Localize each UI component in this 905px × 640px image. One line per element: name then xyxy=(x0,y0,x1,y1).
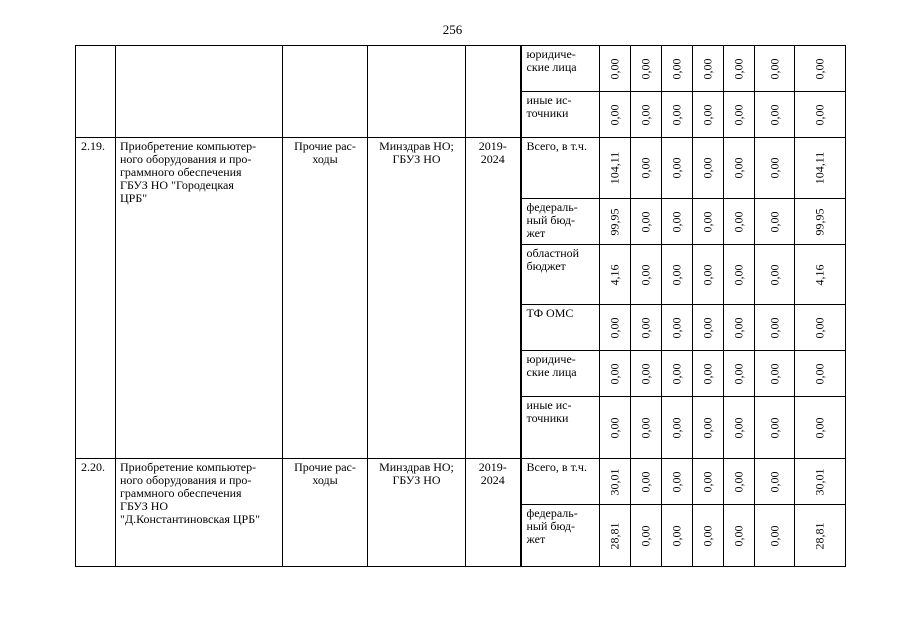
item-type: Прочие рас- ходы xyxy=(283,459,368,567)
source-cell: иные ис- точники xyxy=(521,397,600,459)
value-text: 0,00 xyxy=(767,58,781,79)
value-text: 104,11 xyxy=(812,151,827,185)
item-name: Приобретение компьютер- ного оборудования и про- граммного обеспечения ГБУЗ НО "Городецкая ЦРБ" xyxy=(116,138,283,459)
value-text: 0,00 xyxy=(700,157,715,179)
value-text: 4,16 xyxy=(607,264,622,285)
value-cell xyxy=(662,351,693,397)
value-text: 0,00 xyxy=(669,317,684,338)
executor-cell xyxy=(368,46,466,138)
period-cell xyxy=(466,46,521,138)
name-cell xyxy=(116,46,283,138)
value-text: 0,00 xyxy=(638,211,653,232)
value-cell xyxy=(795,46,846,92)
value-text: 0,00 xyxy=(767,264,781,285)
value-text: 0,00 xyxy=(669,363,684,384)
value-text: 0,00 xyxy=(731,417,746,438)
page-number: 256 xyxy=(442,22,463,37)
value-cell xyxy=(724,351,755,397)
value-cell xyxy=(631,305,662,351)
value-cell xyxy=(724,459,755,505)
value-cell xyxy=(693,305,724,351)
value-cell xyxy=(795,245,846,305)
value-text: 0,00 xyxy=(700,471,715,492)
value-text: 0,00 xyxy=(700,104,715,125)
value-cell xyxy=(795,351,846,397)
item-executor: Минздрав НО; ГБУЗ НО xyxy=(368,459,466,567)
value-text: 0,00 xyxy=(700,417,715,438)
value-cell xyxy=(662,505,693,567)
value-text: 28,81 xyxy=(812,522,827,549)
value-text: 0,00 xyxy=(812,363,827,384)
value-text: 0,00 xyxy=(731,317,746,338)
value-text: 0,00 xyxy=(812,417,827,438)
number-cell xyxy=(76,46,116,138)
value-text: 0,00 xyxy=(638,317,653,338)
value-cell xyxy=(631,245,662,305)
value-cell xyxy=(662,305,693,351)
value-text: 0,00 xyxy=(731,363,746,384)
item-number: 2.20. xyxy=(76,459,116,567)
value-cell xyxy=(755,138,795,199)
value-cell xyxy=(693,351,724,397)
value-cell xyxy=(631,199,662,245)
value-text: 0,00 xyxy=(767,417,781,438)
source-cell: иные ис- точники xyxy=(521,92,600,138)
value-text: 0,00 xyxy=(700,363,715,384)
value-cell xyxy=(724,92,755,138)
value-cell xyxy=(755,245,795,305)
value-cell xyxy=(600,351,631,397)
value-cell xyxy=(662,397,693,459)
value-text: 0,00 xyxy=(638,58,653,79)
item-type: Прочие рас- ходы xyxy=(283,138,368,459)
value-text: 0,00 xyxy=(700,525,715,546)
value-text: 28,81 xyxy=(607,522,622,549)
table-row xyxy=(76,459,846,505)
source-cell: Всего, в т.ч. xyxy=(521,459,600,505)
value-cell xyxy=(600,245,631,305)
value-text: 0,00 xyxy=(669,417,684,438)
value-cell xyxy=(755,199,795,245)
source-cell: федераль- ный бюд- жет xyxy=(521,505,600,567)
value-cell xyxy=(724,505,755,567)
value-text: 0,00 xyxy=(731,157,746,179)
value-cell xyxy=(662,459,693,505)
value-cell xyxy=(724,199,755,245)
value-text: 0,00 xyxy=(607,317,622,338)
value-cell xyxy=(600,199,631,245)
value-cell xyxy=(631,459,662,505)
value-text: 0,00 xyxy=(767,363,781,384)
value-cell xyxy=(631,92,662,138)
value-cell xyxy=(755,397,795,459)
value-text: 99,95 xyxy=(607,208,622,235)
value-cell xyxy=(662,46,693,92)
value-text: 0,00 xyxy=(638,363,653,384)
value-text: 0,00 xyxy=(669,157,684,179)
value-cell xyxy=(693,138,724,199)
value-text: 0,00 xyxy=(767,525,781,546)
value-cell xyxy=(724,46,755,92)
value-cell xyxy=(693,245,724,305)
budget-table xyxy=(75,45,846,567)
value-text: 0,00 xyxy=(767,317,781,338)
value-cell xyxy=(724,138,755,199)
value-text: 0,00 xyxy=(669,104,684,125)
value-cell xyxy=(600,505,631,567)
value-text: 0,00 xyxy=(638,104,653,125)
item-period: 2019- 2024 xyxy=(466,138,521,459)
value-cell xyxy=(755,459,795,505)
item-name: Приобретение компьютер- ного оборудования и про- граммного обеспечения ГБУЗ НО "Д.Константиновская ЦРБ" xyxy=(116,459,283,567)
value-cell xyxy=(693,199,724,245)
value-cell xyxy=(600,305,631,351)
value-cell xyxy=(795,305,846,351)
value-cell xyxy=(631,138,662,199)
value-cell xyxy=(693,92,724,138)
value-text: 99,95 xyxy=(812,208,827,235)
value-cell xyxy=(795,199,846,245)
value-text: 0,00 xyxy=(767,104,781,125)
value-text: 0,00 xyxy=(731,471,746,492)
value-cell xyxy=(795,92,846,138)
value-cell xyxy=(755,351,795,397)
source-cell: Всего, в т.ч. xyxy=(521,138,600,199)
value-cell xyxy=(755,505,795,567)
value-cell xyxy=(631,397,662,459)
type-cell xyxy=(283,46,368,138)
source-cell: юридиче- ские лица xyxy=(521,46,600,92)
source-cell: федераль- ный бюд- жет xyxy=(521,199,600,245)
value-text: 0,00 xyxy=(607,104,622,125)
value-text: 0,00 xyxy=(669,471,684,492)
value-cell xyxy=(795,138,846,199)
value-text: 0,00 xyxy=(731,104,746,125)
value-text: 0,00 xyxy=(638,471,653,492)
value-cell xyxy=(693,459,724,505)
value-text: 0,00 xyxy=(767,157,781,179)
value-text: 0,00 xyxy=(731,525,746,546)
value-cell xyxy=(795,459,846,505)
value-cell xyxy=(600,92,631,138)
table-row xyxy=(76,46,846,92)
value-text: 0,00 xyxy=(767,211,781,232)
value-cell xyxy=(755,92,795,138)
value-text: 0,00 xyxy=(638,525,653,546)
value-text: 0,00 xyxy=(731,264,746,285)
source-cell: областной бюджет xyxy=(521,245,600,305)
item-executor: Минздрав НО; ГБУЗ НО xyxy=(368,138,466,459)
value-text: 0,00 xyxy=(700,317,715,338)
value-cell xyxy=(755,305,795,351)
value-cell xyxy=(724,397,755,459)
value-text: 0,00 xyxy=(700,58,715,79)
value-cell xyxy=(693,397,724,459)
value-cell xyxy=(662,138,693,199)
value-text: 0,00 xyxy=(812,58,827,79)
value-cell xyxy=(724,245,755,305)
value-cell xyxy=(600,459,631,505)
value-cell xyxy=(600,138,631,199)
value-text: 0,00 xyxy=(700,211,715,232)
value-cell xyxy=(795,505,846,567)
value-cell xyxy=(693,46,724,92)
source-cell: ТФ ОМС xyxy=(521,305,600,351)
value-cell xyxy=(662,245,693,305)
item-number: 2.19. xyxy=(76,138,116,459)
value-text: 0,00 xyxy=(607,363,622,384)
value-text: 0,00 xyxy=(767,471,781,492)
value-cell xyxy=(600,46,631,92)
value-cell xyxy=(600,397,631,459)
value-text: 0,00 xyxy=(638,264,653,285)
value-text: 0,00 xyxy=(638,157,653,179)
value-text: 0,00 xyxy=(669,525,684,546)
value-text: 0,00 xyxy=(731,58,746,79)
value-cell xyxy=(662,92,693,138)
value-text: 0,00 xyxy=(812,317,827,338)
value-text: 30,01 xyxy=(812,468,827,495)
value-text: 0,00 xyxy=(700,264,715,285)
value-text: 0,00 xyxy=(638,417,653,438)
value-text: 0,00 xyxy=(669,211,684,232)
value-text: 0,00 xyxy=(607,58,622,79)
value-cell xyxy=(662,199,693,245)
value-text: 0,00 xyxy=(812,104,827,125)
value-text: 0,00 xyxy=(731,211,746,232)
source-cell: юридиче- ские лица xyxy=(521,351,600,397)
item-period: 2019- 2024 xyxy=(466,459,521,567)
value-cell xyxy=(693,505,724,567)
value-cell xyxy=(755,46,795,92)
value-text: 30,01 xyxy=(607,468,622,495)
value-text: 0,00 xyxy=(669,264,684,285)
value-text: 4,16 xyxy=(812,264,827,285)
value-cell xyxy=(631,351,662,397)
value-cell xyxy=(795,397,846,459)
value-cell xyxy=(631,46,662,92)
value-text: 0,00 xyxy=(607,417,622,438)
value-text: 0,00 xyxy=(669,58,684,79)
table-row xyxy=(76,138,846,199)
value-cell xyxy=(631,505,662,567)
value-cell xyxy=(724,305,755,351)
value-text: 104,11 xyxy=(607,151,622,185)
